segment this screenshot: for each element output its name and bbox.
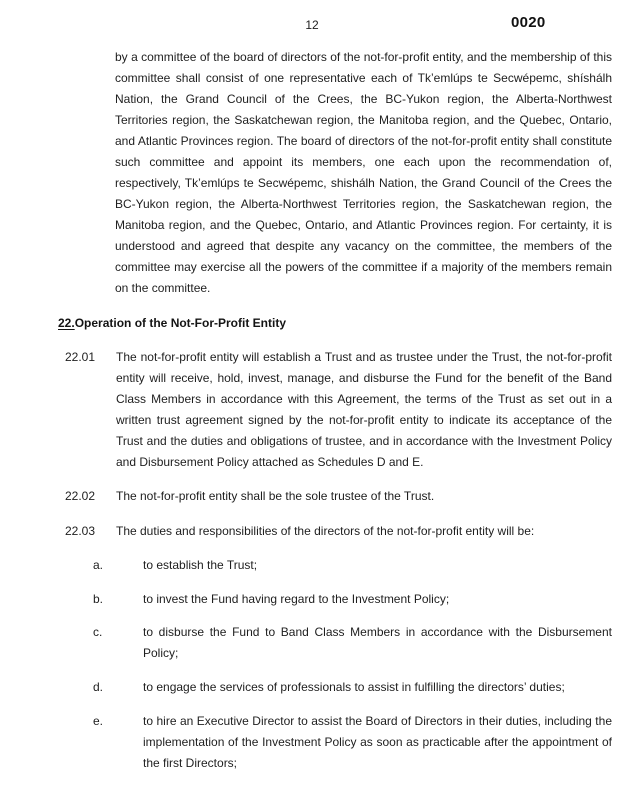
clause-text: The not-for-profit entity shall be the sole trustee of the Trust. [116,489,435,503]
clause-22-01 [0,347,624,473]
clause-number: 22.02 [65,489,96,503]
duty-item-c [0,622,624,664]
clause-22-02 [0,486,624,507]
intro-paragraph: by a committee of the board of directors of the not-for-profit entity, and the membership of this committee shall consist of one representative each of Tk’emlúps te Secwépemc, shíshálh Nation, the Grand Council of the Crees, the BC-Yukon region, the Alberta-Northwest Territories region, the Saskatchewan region, the Manitoba region, and the Quebec, Ontario, and Atlantic Provinces region. The board of directors of the not-for-profit entity shall constitute such committee and appoint its members, one each upon the recommendation of, respectively, Tk’emlúps te Secwépemc, shishálh Nation, the Grand Council of the Crees the BC-Yukon region, the Alberta-Northwest Territories region, the Saskatchewan region, the Manitoba region, and the Quebec, Ontario, and Atlantic Provinces region. For certainty, it is understood and agreed that despite any vacancy on the committee, the members of the committee may exercise all the powers of the committee if a majority of the members remain on the committee. [115,50,612,295]
duty-item-b [0,589,624,610]
duty-letter: d. [93,680,104,694]
clause-number: 22.01 [65,350,96,364]
clause-number: 22.03 [65,524,96,538]
page-number: 12 [305,18,319,32]
duty-text: to establish the Trust; [143,558,258,572]
section-heading [58,313,612,334]
duty-text: to engage the services of professionals to assist in fulfilling the directors’ duties; [143,680,565,694]
clause-text: The duties and responsibilities of the directors of the not-for-profit entity will be: [116,524,535,538]
clause-text: The not-for-profit entity will establish a Trust and as trustee under the Trust, the not-for-profit entity will receive, hold, invest, manage, and disburse the Fund for the benefit of the Band Class Members in accordance with this Agreement, the terms of the Trust as set out in a written trust agreement signed by the not-for-profit entity to indicate its acceptance of the Trust and the duties and obligations of trustee, and in accordance with the Investment Policy and Disbursement Policy attached as Schedules D and E. [116,350,612,469]
duty-text: to disburse the Fund to Band Class Members in accordance with the Disbursement Policy; [143,625,612,660]
clause-22-03 [0,521,624,542]
duty-text: to invest the Fund having regard to the Investment Policy; [143,592,450,606]
duty-letter: c. [93,625,103,639]
section-heading-number: 22. [58,316,75,330]
duty-item-a [0,555,624,576]
duty-letter: a. [93,558,104,572]
section-heading-title: Operation of the Not-For-Profit Entity [74,316,286,330]
bates-stamp: 0020 [511,14,546,31]
duty-item-d [0,677,624,698]
duty-text: to hire an Executive Director to assist the Board of Directors in their duties, including the implementation of the Investment Policy as soon as practicable after the appointment of the first Directors; [143,714,612,770]
duty-letter: e. [93,714,104,728]
duty-item-e [0,711,624,774]
duty-letter: b. [93,592,104,606]
